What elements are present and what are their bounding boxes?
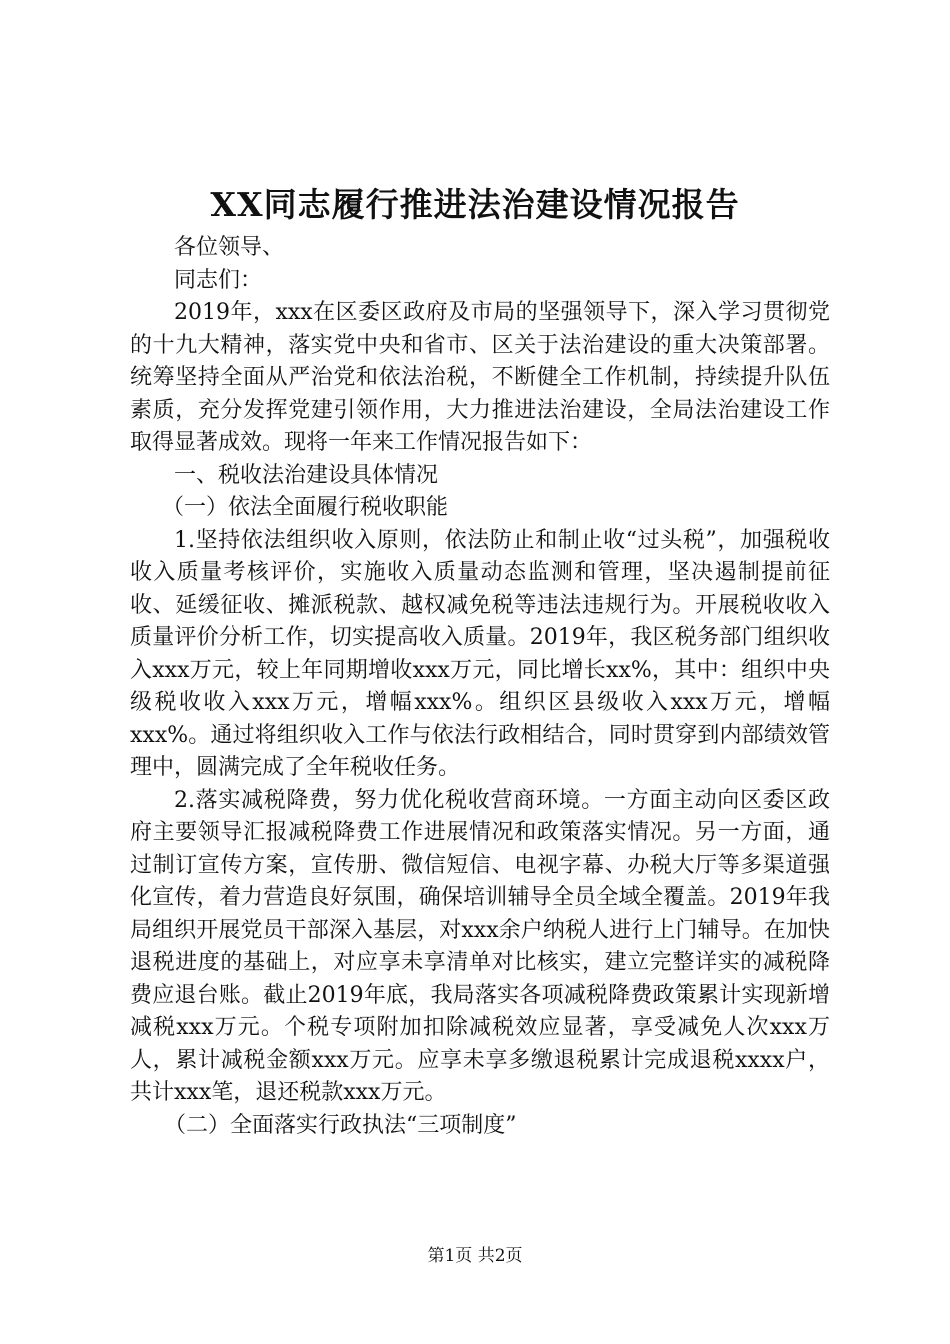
section-heading-1: 一、税收法治建设具体情况: [174, 462, 439, 488]
greeting-line-1: 各位领导、: [174, 235, 285, 260]
subsection-heading-1: （一）依法全面履行税收职能: [162, 495, 449, 520]
document-body: [130, 232, 830, 1142]
item-paragraph-1: 1.坚持依法组织收入原则，依法防止和制止收“过头税”，加强税收收入质量考核评价，实施收入质量动态监测和管理，坚决遏制提前征收、延缓征收、摊派税款、越权减免税等违法违规行为。开展税收收入质量评价分析工作，切实提高收入质量。2019年，我区税务部门组织收入xxx万元，较上年同期增收xxx万元，同比增长xx%，其中：组织中央级税收收入xxx万元，增幅xxx%。组织区县级收入xxx万元，增幅xxx%。通过将组织收入工作与依法行政相结合，同时贯穿到内部绩效管理中，圆满完成了全年税收任务。: [130, 527, 830, 780]
subsection-heading-2: （二）全面落实行政执法“三项制度”: [164, 1112, 517, 1138]
item-paragraph-2: 2.落实减税降费，努力优化税收营商环境。一方面主动向区委区政府主要领导汇报减税降费工作进展情况和政策落实情况。另一方面，通过制订宣传方案，宣传册、微信短信、电视字幕、办税大厅等多渠道强化宣传，着力营造良好氛围，确保培训辅导全员全域全覆盖。2019年我局组织开展党员干部深入基层，对xxx余户纳税人进行上门辅导。在加快退税进度的基础上，对应享未享清单对比核实，建立完整详实的减税降费应退台账。截止2019年底，我局落实各项减税降费政策累计实现新增减税xxx万元。个税专项附加扣除减税效应显著，享受减免人次xxx万人，累计减税金额xxx万元。应享未享多缴退税累计完成退税xxxx户，共计xxx笔，退还税款xxx万元。: [130, 787, 830, 1105]
intro-paragraph: 2019年，xxx在区委区政府及市局的坚强领导下，深入学习贯彻党的十九大精神，落实党中央和省市、区关于法治建设的重大决策部署。统筹坚持全面从严治党和依法治税，不断健全工作机制，持续提升队伍素质，充分发挥党建引领作用，大力推进法治建设，全局法治建设工作取得显著成效。现将一年来工作情况报告如下：: [130, 300, 830, 455]
document-title: XX同志履行推进法治建设情况报告: [210, 185, 740, 224]
page-footer: 第1页 共2页: [427, 1246, 523, 1266]
greeting-line-2: 同志们：: [174, 267, 263, 293]
